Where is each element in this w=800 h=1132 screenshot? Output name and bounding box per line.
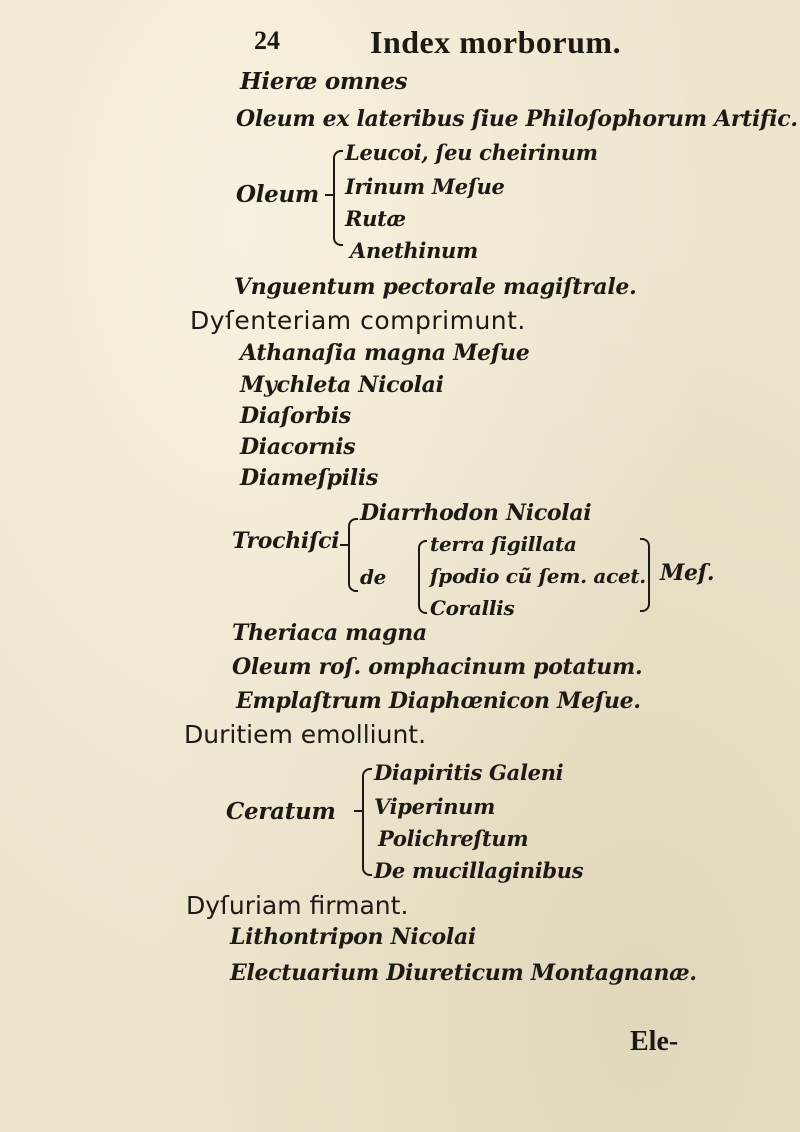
de-item-spodio: ſpodio cũ ſem. acet. [430, 564, 646, 588]
entry-lithontripon: Lithontripon Nicolai [230, 924, 476, 950]
catchword: Ele- [630, 1026, 679, 1057]
page-number: 24 [254, 26, 280, 55]
entry-unguentum: Vnguentum pectorale magiſtrale. [234, 274, 637, 300]
de-item-terra: terra ſigillata [430, 532, 577, 556]
ceratum-brace-point [354, 810, 362, 812]
trochisci-de-brace [418, 540, 427, 614]
ceratum-item-diapiritis: Diapiritis Galeni [374, 760, 564, 785]
entry-diamespilis: Diameſpilis [240, 465, 378, 491]
entry-diasorbis: Diaſorbis [240, 403, 351, 429]
ceratum-brace [362, 768, 372, 876]
oleum-brace [333, 150, 343, 246]
oleum-brace-point [325, 194, 333, 196]
oleum-item-anethinum: Anethinum [350, 238, 478, 263]
trochisci-group-label: Trochiſci [232, 528, 340, 554]
entry-athanasia: Athanaſia magna Meſue [240, 340, 530, 366]
heading-duritiem: Duritiem emolliunt. [184, 720, 427, 749]
oleum-item-rutae: Rutæ [345, 206, 406, 231]
side-note-mesue: Meſ. [660, 560, 715, 586]
de-item-corallis: Corallis [430, 596, 515, 620]
oleum-item-leucoi: Leucoi, ſeu cheirinum [345, 140, 598, 165]
trochisci-brace-point [340, 544, 348, 546]
ceratum-group-label: Ceratum [226, 798, 336, 825]
oleum-item-irinum: Irinum Meſue [345, 174, 505, 199]
trochisci-brace [348, 518, 358, 592]
heading-dysenteriam: Dyſenteriam comprimunt. [190, 306, 526, 335]
entry-mychleta: Mychleta Nicolai [240, 372, 444, 398]
oleum-group-label: Oleum [236, 181, 319, 208]
entry-emplastrum: Emplaſtrum Diaphœnicon Meſue. [236, 688, 641, 714]
entry-electuarium: Electuarium Diureticum Montagnanæ. [230, 960, 697, 986]
running-title: Index morborum. [370, 24, 622, 60]
ceratum-item-polichrestum: Polichreſtum [378, 826, 529, 851]
mesue-brace [640, 538, 650, 612]
trochisci-item-diarrhodon: Diarrhodon Nicolai [360, 500, 592, 526]
heading-dysuriam: Dyſuriam firmant. [186, 891, 409, 920]
entry-theriaca: Theriaca magna [232, 620, 427, 646]
entry-hierae: Hieræ omnes [240, 68, 408, 95]
ceratum-item-viperinum: Viperinum [374, 794, 496, 819]
trochisci-de-label: de [360, 565, 387, 589]
entry-diacornis: Diacornis [240, 434, 356, 460]
entry-oleum-lateribus: Oleum ex lateribus ſiue Philoſophorum Artific. [236, 106, 798, 132]
ceratum-item-mucillaginibus: De mucillaginibus [374, 858, 584, 883]
entry-oleum-rosaceum: Oleum roſ. omphacinum potatum. [232, 654, 643, 680]
